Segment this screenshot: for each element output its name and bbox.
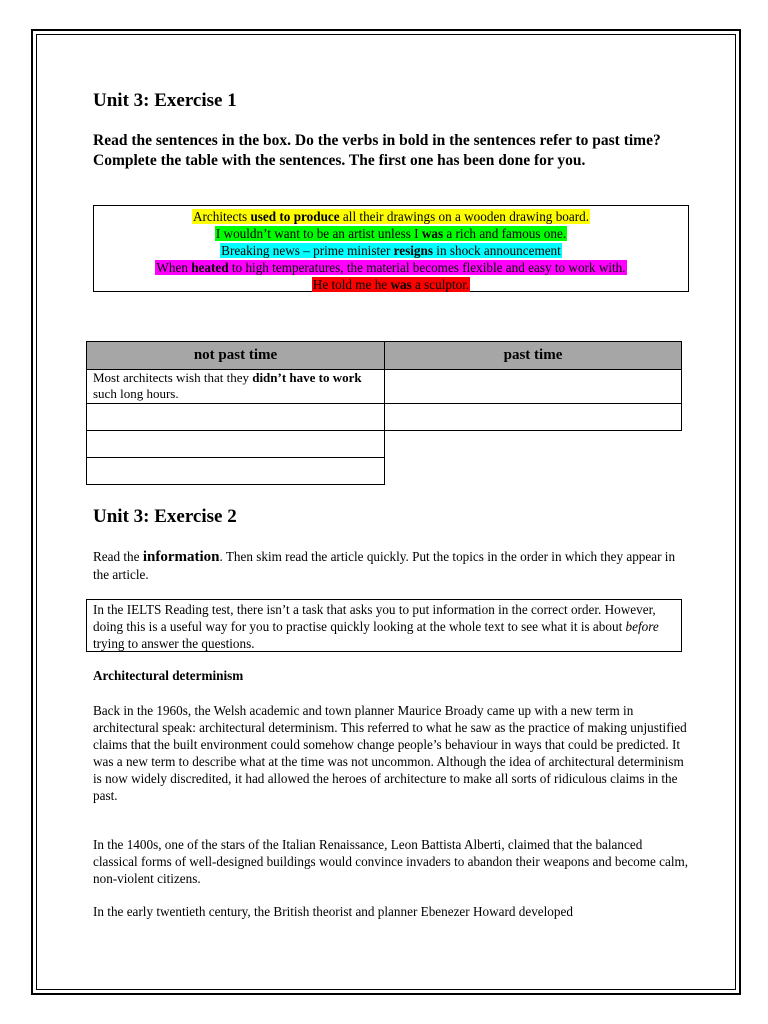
sentence-3: Breaking news – prime minister resigns in shock announcement xyxy=(221,243,561,258)
classification-table xyxy=(86,341,682,485)
exercise1-instruction: Read the sentences in the box. Do the verbs in bold in the sentences refer to past time? Complete the table with the sentences. The first one has been done for you. xyxy=(93,132,661,169)
article-paragraph-2: In the 1400s, one of the stars of the Italian Renaissance, Leon Battista Alberti, claimed that the balanced classical forms of well-designed buildings would convince invaders to abandon their weapons and become calm, non-violent citizens. xyxy=(93,837,689,886)
sentence-1: Architects used to produce all their drawings on a wooden drawing board. xyxy=(192,209,590,224)
table-cell[interactable] xyxy=(385,404,682,431)
article-title: Architectural determinism xyxy=(93,668,244,683)
table-cell[interactable] xyxy=(385,370,682,404)
column-header-past-time: past time xyxy=(385,342,682,370)
sentence-box xyxy=(93,205,689,292)
sentence-5: He told me he was a sculptor. xyxy=(312,277,470,292)
sentence-2: I wouldn’t want to be an artist unless I was a rich and famous one. xyxy=(215,226,567,241)
sentence-4: When heated to high temperatures, the material becomes flexible and easy to work with. xyxy=(156,260,626,275)
exercise1-title: Unit 3: Exercise 1 xyxy=(93,90,237,111)
exercise2-intro: Read the information. Then skim read the article quickly. Put the topics in the order in which they appear in the article. xyxy=(93,549,676,582)
exercise2-title: Unit 3: Exercise 2 xyxy=(93,506,237,527)
table-cell[interactable]: Most architects wish that they didn’t have to work such long hours. xyxy=(87,370,385,404)
article-paragraph-1: Back in the 1960s, the Welsh academic and town planner Maurice Broady came up with a new term in architectural speak: architectural determinism. This referred to what he saw as the practice of making unjustified claims that the built environment could somehow change people’s behaviour in ways that could be predicted. It was a new term to describe what at the time was not uncommon. Although the idea of architectural determinism is now widely discredited, it had allowed the heroes of architecture to make all sorts of ridiculous claims in the past. xyxy=(93,703,687,803)
table-cell[interactable] xyxy=(87,431,385,458)
article-paragraph-3: In the early twentieth century, the British theorist and planner Ebenezer Howard developed xyxy=(93,904,573,919)
table-empty-space xyxy=(385,431,682,458)
column-header-not-past-time: not past time xyxy=(87,342,385,370)
ielts-tip-box: In the IELTS Reading test, there isn’t a task that asks you to put information in the correct order. However, doing this is a useful way for you to practise quickly looking at the whole text to see what it is about before trying to answer the questions. xyxy=(86,599,682,652)
table-empty-space xyxy=(385,458,682,485)
table-cell[interactable] xyxy=(87,458,385,485)
table-cell[interactable] xyxy=(87,404,385,431)
